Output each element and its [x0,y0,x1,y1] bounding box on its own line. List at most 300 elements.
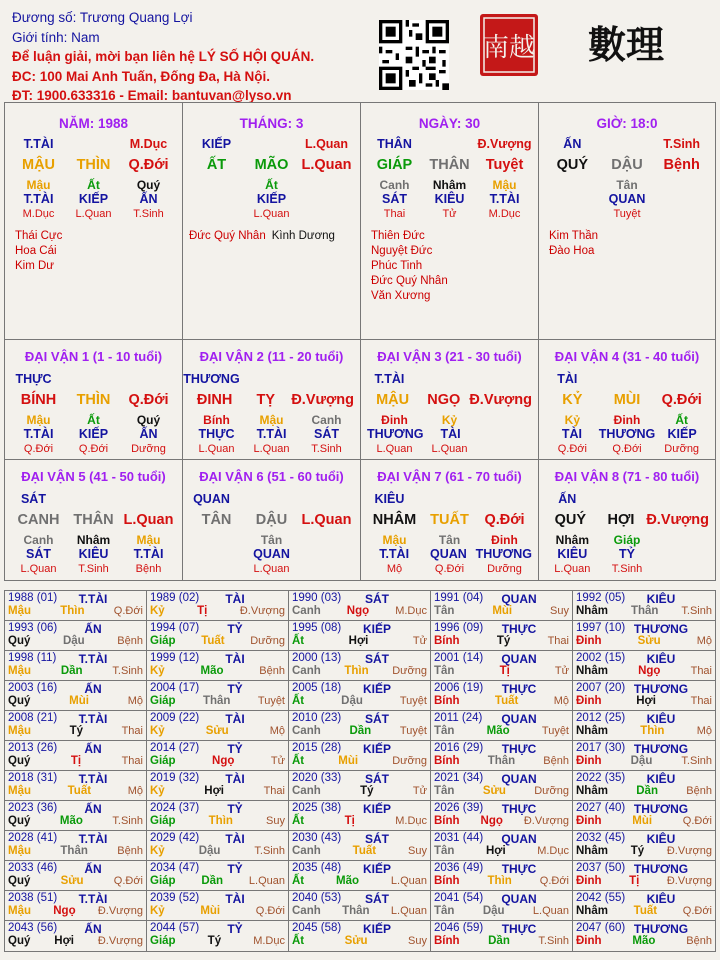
pillar-god: T.TÀI [23,137,54,151]
year-stage: Tử [412,635,427,647]
year-cell [5,711,147,741]
year-stem: Mậu [8,845,31,857]
year-stem: Bính [434,875,460,887]
year-god: TÀI [225,832,245,846]
hidden-god: ẤN [139,427,158,441]
year-branch: Mão [200,665,224,677]
year-god: KIẾP [362,742,391,756]
year-label: 1996 (09) [434,622,484,634]
dai-van-main: Q.Đới [484,512,525,528]
year-god: KIẾP [362,682,391,696]
logo [476,10,716,80]
pillar-main: DẬU [611,157,643,173]
year-stage: Đ.Vượng [97,905,143,917]
dai-van-8 [539,460,715,580]
year-stem: Canh [292,905,321,917]
year-stem: Kỷ [150,665,165,677]
year-god: TỶ [227,682,243,696]
year-label: 2004 (17) [150,682,200,694]
year-cell [289,831,431,861]
hidden-god: SÁT [314,427,339,441]
year-label: 2003 (16) [8,682,58,694]
hidden-god: THƯƠNG [367,427,424,441]
year-branch: Mão [486,725,510,737]
hidden-stem: Nhâm [432,178,467,192]
year-stem: Nhâm [576,725,608,737]
dai-van-god: THỰC [15,372,52,386]
year-cell [289,801,431,831]
year-stage: Bệnh [117,635,143,647]
hidden-stem: Quý [136,413,161,427]
hidden-god: KIẾP [78,427,109,441]
year-cell [147,621,289,651]
year-branch: Mão [59,815,83,827]
year-stage: Suy [266,815,285,827]
year-label: 2021 (34) [434,772,484,784]
year-label: 2038 (51) [8,892,58,904]
stage: Tử [442,208,457,220]
hidden-stem: Ất [265,178,278,192]
stage: Q.Đới [23,443,54,455]
pillar-title: NĂM: 1988 [58,116,129,131]
dai-van-main: QUÝ [554,512,587,528]
dai-van-main: NGỌ [427,392,461,408]
dai-van-main: TUẤT [430,512,469,528]
year-cell [5,891,147,921]
year-cell [573,741,715,771]
year-stem: Bính [434,935,460,947]
year-god: TÀI [225,592,245,606]
year-stem: Mậu [8,665,31,677]
year-branch: Tuất [352,845,377,857]
stage: L.Quan [554,563,591,575]
year-stage: Dưỡng [392,755,427,767]
pillar-god: THÂN [377,137,412,151]
year-label: 2028 (41) [8,832,58,844]
year-god: THƯƠNG [633,622,689,636]
pillar-main: MÃO [254,157,289,173]
year-cell [147,921,289,951]
year-stem: Canh [292,725,321,737]
year-label: 2020 (33) [292,772,342,784]
year-branch: Tuất [494,695,519,707]
year-cell [289,681,431,711]
year-stage: L.Quan [248,875,285,887]
pillar-main: THÂN [429,157,470,173]
year-cell [147,591,289,621]
year-god: TÀI [225,652,245,666]
stage [654,563,709,575]
year-label: 2019 (32) [150,772,200,784]
year-branch: Thân [342,905,370,917]
year-cell [147,651,289,681]
hidden-god: THƯƠNG [475,547,533,561]
year-stem: Mậu [8,725,31,737]
hidden-god: TỶ [619,547,635,561]
year-label: 2030 (43) [292,832,342,844]
year-god: KIÊU [646,592,676,606]
year-label: 2046 (59) [434,922,484,934]
year-stem: Bính [434,815,460,827]
year-label: 2010 (23) [292,712,342,724]
year-cell [5,831,147,861]
year-branch: Thìn [60,605,85,617]
year-stem: Tân [434,905,455,917]
phone-email-line: ĐT: 1900.633316 - Email: bantuvan@lyso.vn [12,88,292,103]
hidden-god: T.TÀI [256,427,287,441]
hidden-stem: Kỷ [441,413,458,427]
pillar-notes [371,229,448,304]
year-cell [431,651,573,681]
year-cell [431,681,573,711]
year-label: 2005 (18) [292,682,342,694]
year-label: 2011 (24) [434,712,483,724]
year-label: 2044 (57) [150,922,200,934]
pillar-god [244,137,299,151]
note: Đức Quý Nhân [371,275,448,287]
year-stem: Mậu [8,605,31,617]
dai-van-main: TỴ [256,392,275,408]
stage: Bệnh [135,563,162,575]
year-cell [573,681,715,711]
annual-luck-table [4,590,716,952]
year-cell [147,741,289,771]
year-branch: Dần [60,665,83,677]
year-stem: Nhâm [576,845,608,857]
year-branch: Thân [487,755,516,767]
year-stem: Mậu [8,905,31,917]
year-stem: Canh [292,845,321,857]
year-stem: Đinh [576,635,602,647]
year-stem: Ất [292,815,305,827]
stage: Tuyệt [613,208,641,220]
year-stem: Kỷ [150,905,165,917]
hidden-god: QUAN [608,192,646,206]
year-branch: Thân [202,695,231,707]
hidden-stem: Mậu [382,533,407,547]
pillar-god: M.Dục [129,137,168,151]
year-label: 1993 (06) [8,622,58,634]
year-cell [573,621,715,651]
hidden-stem: Ất [87,413,100,427]
year-branch: Tuất [67,785,92,797]
year-stage: L.Quan [390,875,427,887]
year-cell [431,621,573,651]
hidden-stem: Mậu [136,533,161,547]
year-label: 1990 (03) [292,592,342,604]
year-stage: Đ.Vượng [666,845,712,857]
year-stem: Kỷ [150,785,165,797]
note: Đức Quý Nhân [189,230,266,242]
year-cell [5,921,147,951]
dai-van-god: KIÊU [374,492,405,506]
year-stage: T.Sinh [538,935,569,947]
year-label: 2008 (21) [8,712,58,724]
hidden-stem [545,178,600,192]
year-stage: Mộ [127,695,143,707]
dai-van-main: KỶ [562,392,583,408]
year-god: KIÊU [646,892,676,906]
year-label: 2017 (30) [576,742,626,754]
year-god: THỰC [501,622,537,636]
hidden-god: KIÊU [78,547,109,561]
dai-van-main: Đ.Vượng [291,392,355,408]
year-god: QUAN [501,712,537,726]
year-cell [147,801,289,831]
year-stem: Giáp [150,815,176,827]
year-stem: Canh [292,605,321,617]
year-stage: Bệnh [543,755,569,767]
year-branch: Hợi [54,935,74,947]
year-label: 2018 (31) [8,772,58,784]
year-stem: Canh [292,665,321,677]
year-god: TÀI [225,712,245,726]
year-god: SÁT [365,892,389,906]
year-god: THỰC [501,682,537,696]
hidden-god [299,547,354,561]
note: Kim Thần [549,230,599,242]
year-label: 2001 (14) [434,652,484,664]
hidden-stem: Đinh [381,413,408,427]
year-branch: Ngọ [638,665,661,677]
stage: Dưỡng [131,443,166,455]
dai-van-main: THÌN [76,392,111,408]
year-stage: Tuyệt [257,695,285,707]
year-stage: Dưỡng [250,635,285,647]
year-god: KIÊU [646,772,676,786]
hidden-stem: Mậu [26,413,51,427]
year-cell [289,921,431,951]
year-stem: Quý [8,755,31,767]
year-god: SÁT [365,772,389,786]
year-stem: Giáp [150,695,176,707]
stage: L.Quan [20,563,57,575]
year-stage: Q.Đới [682,905,712,917]
year-stem: Quý [8,935,31,947]
pillar-main: Q.Đới [128,157,169,173]
year-stem: Nhâm [576,785,608,797]
year-stage: Q.Đới [113,605,143,617]
year-stage: Thai [121,755,143,767]
year-stem: Bính [434,635,460,647]
year-cell [573,891,715,921]
year-branch: Dậu [482,905,505,917]
dai-van-1 [5,340,183,460]
year-label: 2035 (48) [292,862,342,874]
year-stage: Mộ [553,695,569,707]
hidden-god: SÁT [26,547,51,561]
year-branch: Thân [60,845,88,857]
year-branch: Hợi [204,785,224,797]
year-god: SÁT [365,712,389,726]
year-branch: Mùi [338,755,359,767]
year-stem: Quý [8,815,31,827]
hidden-god: KIÊU [434,192,465,206]
year-stem: Kỷ [150,845,165,857]
dai-van-title: ĐẠI VẬN 1 (1 - 10 tuổi) [24,349,163,364]
header [12,8,314,106]
dai-van-main: Q.Đới [661,392,702,408]
year-branch: Mão [336,875,360,887]
year-god: T.TÀI [78,592,108,606]
stage: L.Quan [253,208,290,220]
pillar-main: GIÁP [376,157,413,173]
year-stage: T.Sinh [681,605,712,617]
year-god: ẤN [84,802,102,816]
hidden-god: T.TÀI [489,192,520,206]
year-god: TÀI [225,892,245,906]
stage [189,208,244,220]
dai-van-4 [539,340,715,460]
year-stage: Thai [121,725,143,737]
year-god: THƯƠNG [633,802,689,816]
year-label: 2045 (58) [292,922,342,934]
year-stage: T.Sinh [112,665,143,677]
year-branch: Sửu [60,875,84,887]
year-cell [289,591,431,621]
year-cell [573,831,715,861]
year-branch: Hợi [636,695,656,707]
year-label: 2037 (50) [576,862,626,874]
year-label: 2016 (29) [434,742,484,754]
dai-van-title: ĐẠI VẬN 7 (61 - 70 tuổi) [377,469,522,484]
year-god: KIẾP [362,922,391,936]
year-branch: Tị [629,875,640,887]
year-label: 1998 (11) [8,652,57,664]
year-branch: Dần [636,785,658,797]
year-label: 2013 (26) [8,742,58,754]
year-god: ẤN [84,922,102,936]
year-stem: Ất [292,935,305,947]
stage: L.Quan [431,443,468,455]
year-branch: Dậu [198,845,221,857]
year-stage: Tử [554,665,569,677]
pillar-main: Tuyệt [485,157,524,173]
stage: L.Quan [253,563,290,575]
year-stage: Suy [550,605,569,617]
pillar-3 [539,103,715,340]
year-god: THỰC [501,742,537,756]
year-cell [5,591,147,621]
year-god: TÀI [225,772,245,786]
hidden-god [189,192,244,206]
dai-van-main: THÂN [73,512,114,528]
qr-code-icon[interactable] [379,20,449,90]
dai-van-main: Đ.Vượng [646,512,710,528]
year-stage: Thai [690,665,712,677]
pillar-main: QUÝ [556,157,589,173]
year-cell [5,651,147,681]
note: Kình Dương [271,230,335,242]
pillar-notes [189,229,341,244]
hidden-stem [477,413,532,427]
year-label: 1994 (07) [150,622,200,634]
pillar-0 [5,103,183,340]
stage: Q.Đới [612,443,642,455]
pillar-2 [361,103,539,340]
year-cell [147,681,289,711]
year-stage: T.Sinh [254,845,285,857]
hidden-god: KIẾP [667,427,697,441]
year-branch: Tuất [633,905,658,917]
year-god: TỶ [227,802,243,816]
year-branch: Mùi [69,695,89,707]
year-cell [573,711,715,741]
year-branch: Ngọ [212,755,235,767]
year-cell [431,711,573,741]
pillar-god [66,137,121,151]
hidden-stem: Đinh [613,413,641,427]
year-stage: Bệnh [686,935,712,947]
year-god: TỶ [227,922,243,936]
year-stem: Tân [434,845,455,857]
year-label: 2007 (20) [576,682,626,694]
year-branch: Ngọ [53,905,76,917]
dai-van-title: ĐẠI VẬN 2 (11 - 20 tuổi) [199,349,344,364]
stage: Q.Đới [557,443,587,455]
note: Đào Hoa [549,245,595,257]
year-stem: Đinh [576,815,602,827]
dai-van-main: MẬU [376,392,410,408]
year-cell [431,771,573,801]
stage [299,208,354,220]
year-label: 2027 (40) [576,802,626,814]
year-branch: Dậu [630,755,653,767]
year-cell [431,591,573,621]
year-stage: Đ.Vượng [666,875,712,887]
year-stage: Mộ [696,635,712,647]
year-cell [147,831,289,861]
year-branch: Mùi [632,815,653,827]
dai-van-title: ĐẠI VẬN 6 (51 - 60 tuổi) [199,469,344,484]
year-god: QUAN [501,832,537,846]
year-stem: Giáp [150,875,176,887]
stage [189,563,244,575]
year-god: TỶ [227,622,243,636]
year-god: THỰC [501,802,537,816]
year-god: THƯƠNG [633,742,689,756]
year-cell [147,891,289,921]
year-stem: Nhâm [576,665,608,677]
year-label: 2014 (27) [150,742,200,754]
pillar-notes [15,229,62,274]
hidden-stem [654,178,709,192]
year-stage: Mộ [127,785,143,797]
hidden-god: T.TÀI [379,547,410,561]
year-god: SÁT [365,652,389,666]
dai-van-title: ĐẠI VẬN 3 (21 - 30 tuổi) [377,349,522,364]
year-stem: Giáp [150,755,176,767]
dai-van-god: QUAN [193,492,230,506]
pillar-title: NGÀY: 30 [418,116,481,131]
year-label: 1992 (05) [576,592,626,604]
year-stem: Ất [292,695,305,707]
year-god: THƯƠNG [633,922,689,936]
year-god: ẤN [84,862,102,876]
year-stage: Bệnh [259,665,285,677]
year-label: 2041 (54) [434,892,484,904]
year-stage: Thai [690,695,712,707]
address-line: ĐC: 100 Mai Anh Tuấn, Đống Đa, Hà Nội. [12,68,271,84]
note: Thiên Đức [371,230,425,242]
pillar-title: GIỜ: 18:0 [596,116,658,131]
year-branch: Tị [499,665,510,677]
pillar-main: L.Quan [301,157,352,173]
year-label: 2015 (28) [292,742,342,754]
stage [545,208,600,220]
year-stem: Canh [292,785,321,797]
year-label: 1989 (02) [150,592,200,604]
